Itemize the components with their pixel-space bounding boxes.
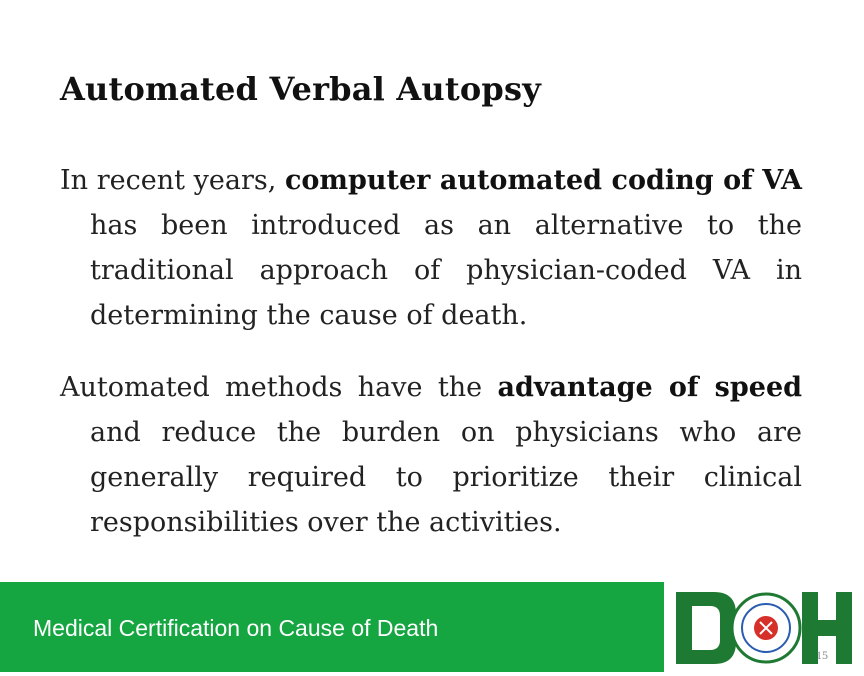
slide-title: Automated Verbal Autopsy: [60, 70, 541, 108]
footer-text: Medical Certification on Cause of Death: [33, 615, 439, 641]
paragraph-1-bold: computer automated coding of VA: [284, 165, 803, 196]
paragraph-2-intro: Automated methods have the: [60, 372, 498, 403]
paragraph-1-intro: In recent years,: [60, 165, 285, 196]
paragraph-2-bold: advantage of speed: [497, 372, 803, 403]
doh-logo: [670, 584, 860, 672]
paragraph-2-rest: and reduce the burden on physicians who are generally required to prioritize their clinical responsibilities over the activities.: [90, 417, 802, 538]
paragraph-automated-methods: [60, 365, 802, 545]
doh-logo-graphic: [670, 584, 860, 672]
paragraph-1-rest: has been introduced as an alternative to the traditional approach of physician-coded VA in determining the cause of death.: [90, 210, 802, 331]
paragraph-computer-coding: [60, 158, 802, 338]
page-number: 15: [816, 648, 828, 662]
